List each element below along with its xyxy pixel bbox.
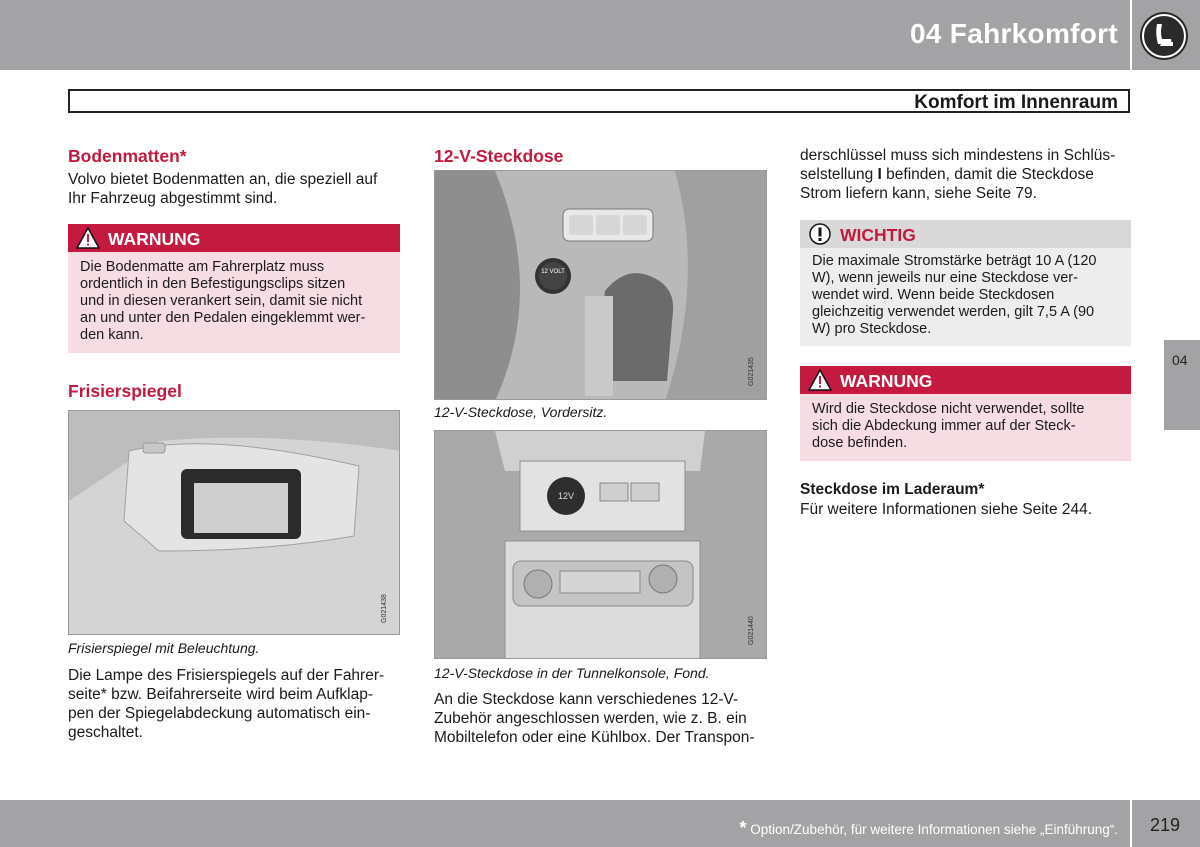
figure-id: G021440 [748, 616, 755, 645]
text-line: derschlüssel muss sich mindestens in Schlüs- [800, 147, 1116, 164]
text-line: und in diesen verankert sein, damit sie nicht [80, 293, 363, 309]
page-number: 219 [1150, 815, 1181, 835]
text-line: Strom liefern kann, siehe Seite 79. [800, 185, 1037, 202]
important-header [800, 220, 1131, 248]
warning-triangle-icon [808, 369, 832, 396]
laderaum-heading: Steckdose im Laderaum* [800, 481, 985, 498]
text-line: W) pro Steckdose. [812, 321, 932, 337]
steckdose-heading: 12-V-Steckdose [434, 146, 564, 166]
footnote-star: * [739, 818, 747, 838]
seat-icon [1140, 12, 1188, 60]
text-line: ordentlich in den Befestigungsclips sitzen [80, 276, 346, 292]
rear-socket-caption: 12-V-Steckdose in der Tunnelkonsole, Fond. [434, 665, 710, 681]
warning-label: WARNUNG [108, 229, 201, 249]
frisierspiegel-heading: Frisierspiegel [68, 381, 182, 401]
chapter-title: 04 Fahrkomfort [909, 18, 1118, 49]
exclamation-icon [808, 223, 832, 250]
text-line: Wird die Steckdose nicht verwendet, sollte [812, 401, 1085, 417]
key-position: I [877, 166, 882, 183]
frisierspiegel-caption: Frisierspiegel mit Beleuchtung. [68, 640, 260, 656]
text-line [800, 165, 1115, 184]
bodenmatten-text [68, 170, 377, 208]
text-line: sich die Abdeckung immer auf der Steck- [812, 418, 1076, 434]
figure-id: G021435 [748, 357, 755, 386]
warning-header [68, 224, 400, 252]
bodenmatten-heading: Bodenmatten* [68, 146, 187, 166]
socket-label: 12 VOLT [541, 269, 565, 275]
text-line: seite* bzw. Beifahrerseite wird beim Aufklap- [68, 686, 373, 703]
steckdose-text [434, 690, 755, 747]
socket-label: 12V [558, 491, 575, 501]
warning-body [800, 394, 1131, 461]
front-socket-image [434, 170, 767, 400]
text-line: dose befinden. [812, 435, 908, 451]
text-line: an und unter den Pedalen eingeklemmt wer- [80, 310, 366, 326]
text-line: Volvo bietet Bodenmatten an, die speziell auf [68, 171, 378, 188]
section-title: Komfort im Innenraum [914, 92, 1118, 113]
text-line: Mobiltelefon oder eine Kühlbox. Der Transpon- [434, 729, 755, 746]
important-body [800, 248, 1131, 346]
text-line: Zubehör angeschlossen werden, wie z. B. ein [434, 710, 747, 727]
text-line: An die Steckdose kann verschiedenes 12-V- [434, 691, 739, 708]
text-line: Ihr Fahrzeug abgestimmt sind. [68, 190, 278, 207]
text-line: wendet wird. Wenn beide Steckdosen [812, 287, 1055, 303]
text-line: pen der Spiegelabdeckung automatisch ein- [68, 705, 371, 722]
rear-socket-image [434, 430, 767, 659]
warning-header [800, 366, 1131, 394]
warning-triangle-icon [76, 227, 100, 254]
text-line: den kann. [80, 327, 144, 343]
vanity-mirror-image [68, 410, 400, 635]
warning-label: WARNUNG [840, 371, 933, 391]
text-line: Die maximale Stromstärke beträgt 10 A (120 [812, 253, 1097, 269]
text-line: gleichzeitig verwendet werden, gilt 7,5 A (90 [812, 304, 1095, 320]
front-socket-caption: 12-V-Steckdose, Vordersitz. [434, 404, 608, 420]
text-line: W), wenn jeweils nur eine Steckdose ver- [812, 270, 1078, 286]
footnote-text: Option/Zubehör, für weitere Informationen siehe „Einführung“. [746, 822, 1118, 837]
text-line: Die Bodenmatte am Fahrerplatz muss [80, 259, 325, 275]
chapter-side-tab-label: 04 [1172, 352, 1188, 368]
footer-note [740, 818, 1118, 839]
text-line: Die Lampe des Frisierspiegels auf der Fahrer- [68, 667, 385, 684]
laderaum-text: Für weitere Informationen siehe Seite 244. [800, 501, 1093, 518]
text-span: befinden, damit die Steckdose [881, 166, 1094, 183]
warning-body [68, 252, 400, 353]
transponder-text [800, 146, 1115, 203]
important-label: WICHTIG [840, 225, 916, 245]
text-span: selstellung [800, 166, 878, 183]
frisierspiegel-text [68, 666, 384, 742]
text-line: geschaltet. [68, 724, 143, 741]
figure-id: G021438 [381, 594, 388, 623]
